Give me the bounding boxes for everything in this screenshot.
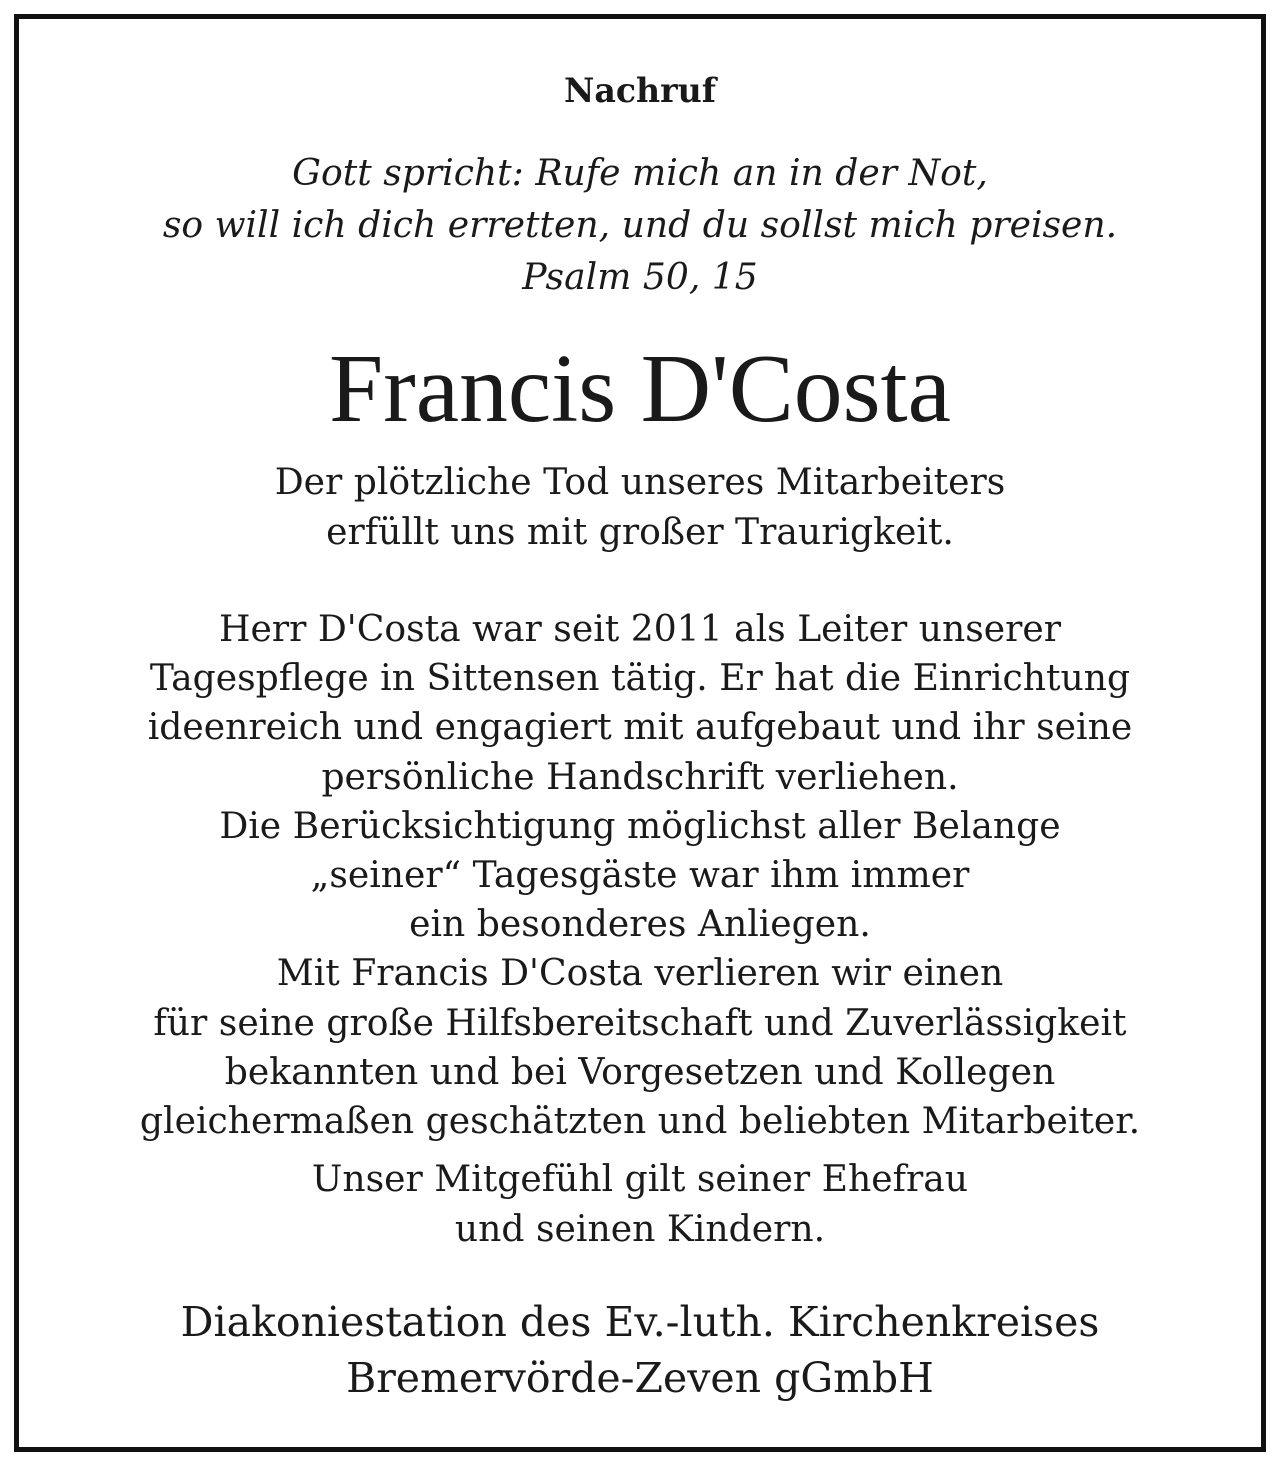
verse-reference: Psalm 50, 15: [522, 255, 758, 298]
tribute-paragraph: [19, 604, 1261, 1145]
tribute-line: ideenreich und engagiert mit aufgebaut und ihr seine: [147, 705, 1133, 749]
verse-line: so will ich dich erretten, und du sollst mich preisen.: [162, 203, 1118, 246]
deceased-name: [19, 331, 1261, 447]
tribute-line: für seine große Hilfsbereitschaft und Zuverlässigkeit: [153, 1000, 1127, 1044]
intro-paragraph: [19, 457, 1261, 557]
tribute-line: „seiner“ Tagesgäste war ihm immer: [310, 853, 970, 897]
tribute-line: gleichermaßen geschätzten und beliebten Mitarbeiter.: [139, 1099, 1141, 1143]
organization-line: Diakoniestation des Ev.-luth. Kirchenkreises: [180, 1298, 1100, 1346]
tribute-line: persönliche Handschrift verliehen.: [321, 754, 959, 798]
tribute-line: bekannten und bei Vorgesetzen und Kollegen: [224, 1049, 1056, 1093]
verse-line: Gott spricht: Rufe mich an in der Not,: [292, 151, 988, 194]
obituary-notice: [19, 19, 1261, 1447]
tribute-line: Herr D'Costa war seit 2011 als Leiter unserer: [218, 607, 1062, 650]
condolence-line: und seinen Kindern.: [454, 1207, 826, 1250]
intro-line: erfüllt uns mit großer Traurigkeit.: [326, 510, 954, 553]
tribute-line: Tagespflege in Sittensen tätig. Er hat die Einrichtung: [149, 656, 1131, 700]
tribute-line: Mit Francis D'Costa verlieren wir einen: [276, 951, 1004, 995]
tribute-line: ein besonderes Anliegen.: [409, 902, 871, 946]
heading-text: Nachruf: [564, 71, 716, 110]
notice-heading: [19, 71, 1261, 111]
condolence-line: Unser Mitgefühl gilt seiner Ehefrau: [311, 1157, 969, 1200]
organization-signature: [19, 1294, 1261, 1406]
intro-line: Der plötzliche Tod unseres Mitarbeiters: [274, 460, 1006, 503]
bible-verse: [19, 147, 1261, 303]
obituary-frame: [14, 14, 1266, 1452]
tribute-line: Die Berücksichtigung möglichst aller Belange: [219, 803, 1061, 847]
organization-line: Bremervörde-Zeven gGmbH: [346, 1354, 934, 1402]
deceased-name-text: Francis D'Costa: [329, 335, 951, 443]
condolence-paragraph: [19, 1154, 1261, 1254]
